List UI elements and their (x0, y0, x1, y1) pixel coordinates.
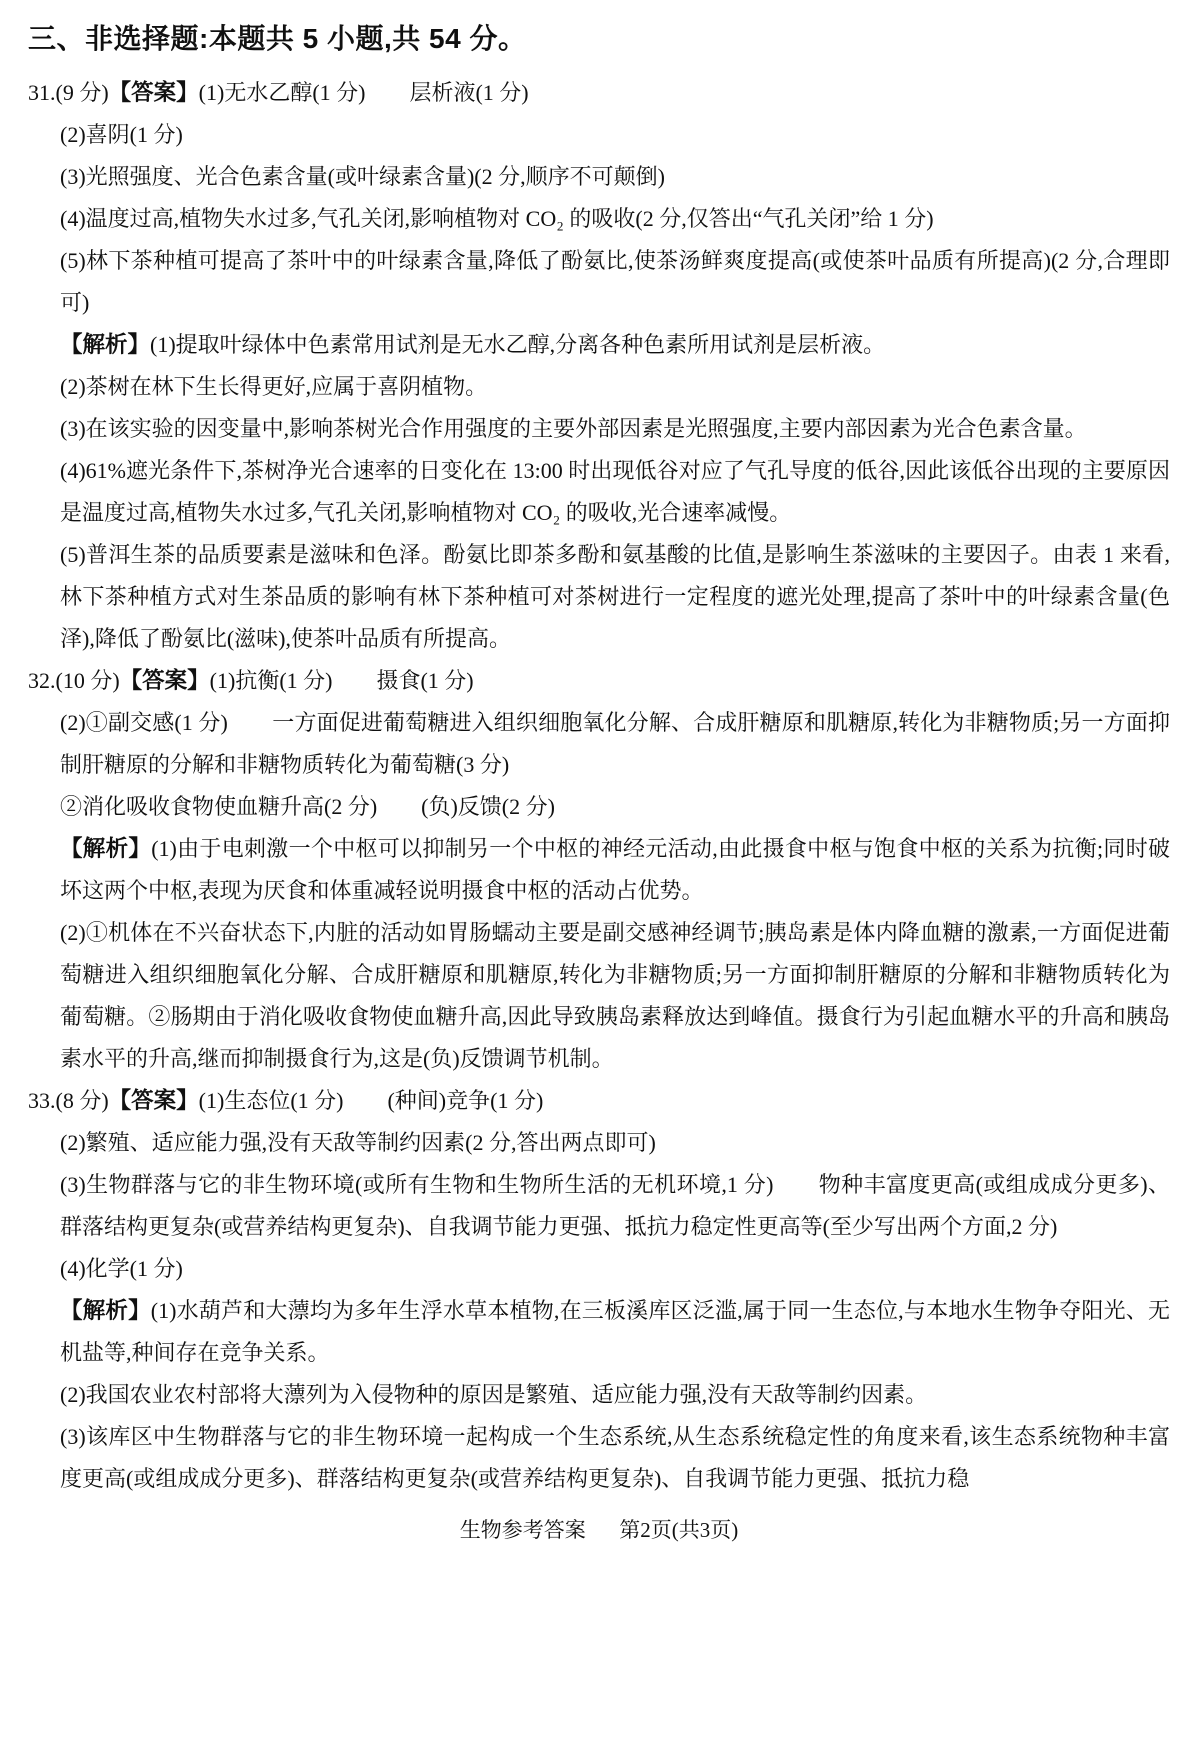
q31-analysis-3: (3)在该实验的因变量中,影响茶树光合作用强度的主要外部因素是光照强度,主要内部因素为光合色素含量。 (60, 416, 1087, 441)
q31-answer-label: 【答案】 (108, 80, 199, 105)
q33-answer-3: (3)生物群落与它的非生物环境(或所有生物和生物所生活的无机环境,1 分) 物种丰富度更高(或组成成分更多)、群落结构更复杂(或营养结构更复杂)、自我调节能力更强、抵抗力稳定性更高等(至少写出两个方面,2 分) (60, 1172, 1170, 1239)
section-header: 三、非选择题:本题共 5 小题,共 54 分。 (28, 23, 527, 54)
q33-answer-label: 【答案】 (108, 1088, 199, 1113)
q31-answer-start-line (28, 72, 1170, 114)
q33-analysis-3: (3)该库区中生物群落与它的非生物环境一起构成一个生态系统,从生态系统稳定性的角度来看,该生态系统物种丰富度更高(或组成成分更多)、群落结构更复杂(或营养结构更复杂)、自我调节能力更强、抵抗力稳 (60, 1424, 1170, 1491)
q31-analysis-start-line (60, 324, 1170, 366)
q32-answer-label: 【答案】 (119, 668, 210, 693)
q31-analysis-2: (2)茶树在林下生长得更好,应属于喜阴植物。 (60, 374, 488, 399)
q33-answer-2: (2)繁殖、适应能力强,没有天敌等制约因素(2 分,答出两点即可) (60, 1130, 656, 1155)
q31-answer-2: (2)喜阴(1 分) (60, 122, 183, 147)
q33-answer-4: (4)化学(1 分) (60, 1256, 183, 1281)
q31-answer-4: (4)温度过高,植物失水过多,气孔关闭,影响植物对 CO₂ 的吸收(2 分,仅答出“气孔关闭”给 1 分) (60, 206, 934, 231)
q31-analysis-1: (1)提取叶绿体中色素常用试剂是无水乙醇,分离各种色素所用试剂是层析液。 (150, 332, 886, 357)
page-footer (28, 1514, 1170, 1546)
q31-answer-1: (1)无水乙醇(1 分) 层析液(1 分) (198, 80, 529, 105)
q33-answer-start-line (28, 1080, 1170, 1122)
q32-answer-2: (2)①副交感(1 分) 一方面促进葡萄糖进入组织细胞氧化分解、合成肝糖原和肌糖原,转化为非糖物质;另一方面抑制肝糖原的分解和非糖物质转化为葡萄糖(3 分) (60, 710, 1170, 777)
q33-analysis-label: 【解析】 (60, 1298, 151, 1323)
q32-analysis-label: 【解析】 (60, 836, 152, 861)
q32-analysis-start-line (60, 828, 1170, 912)
q32-analysis-1: (1)由于电刺激一个中枢可以抑制另一个中枢的神经元活动,由此摄食中枢与饱食中枢的关系为抗衡;同时破坏这两个中枢,表现为厌食和体重减轻说明摄食中枢的活动占优势。 (60, 836, 1170, 903)
q31-answer-5: (5)林下茶种植可提高了茶叶中的叶绿素含量,降低了酚氨比,使茶汤鲜爽度提高(或使茶叶品质有所提高)(2 分,合理即可) (60, 248, 1170, 315)
q32-analysis-2: (2)①机体在不兴奋状态下,内脏的活动如胃肠蠕动主要是副交感神经调节;胰岛素是体内降血糖的激素,一方面促进葡萄糖进入组织细胞氧化分解、合成肝糖原和肌糖原,转化为非糖物质;另一方面抑制肝糖原的分解和非糖物质转化为葡萄糖。②肠期由于消化吸收食物使血糖升高,因此导致胰岛素释放达到峰值。摄食行为引起血糖水平的升高和胰岛素水平的升高,继而抑制摄食行为,这是(负)反馈调节机制。 (60, 920, 1170, 1071)
footer-doc-title: 生物参考答案 (459, 1518, 586, 1542)
q32-answer-3: ②消化吸收食物使血糖升高(2 分) (负)反馈(2 分) (60, 794, 555, 819)
q33-answer-1: (1)生态位(1 分) (种间)竞争(1 分) (198, 1088, 544, 1113)
q31-analysis-label: 【解析】 (60, 332, 151, 357)
q33-question-number: 33.(8 分) (28, 1088, 109, 1113)
q31-analysis-5: (5)普洱生茶的品质要素是滋味和色泽。酚氨比即茶多酚和氨基酸的比值,是影响生茶滋味的主要因子。由表 1 来看,林下茶种植方式对生茶品质的影响有林下茶种植可对茶树进行一定程度的遮光处理,提高了茶叶中的叶绿素含量(色泽),降低了酚氨比(滋味),使茶叶品质有所提高。 (60, 542, 1170, 651)
q31-answer-3: (3)光照强度、光合色素含量(或叶绿素含量)(2 分,顺序不可颠倒) (60, 164, 665, 189)
q32-question-number: 32.(10 分) (28, 668, 120, 693)
q33-analysis-2: (2)我国农业农村部将大薸列为入侵物种的原因是繁殖、适应能力强,没有天敌等制约因素。 (60, 1382, 928, 1407)
q33-analysis-1: (1)水葫芦和大薸均为多年生浮水草本植物,在三板溪库区泛滥,属于同一生态位,与本地水生物争夺阳光、无机盐等,种间存在竞争关系。 (60, 1298, 1170, 1365)
q33-analysis-start-line (60, 1290, 1170, 1374)
q31-question-number: 31.(9 分) (28, 80, 109, 105)
q32-answer-start-line (28, 660, 1170, 702)
q31-analysis-4: (4)61%遮光条件下,茶树净光合速率的日变化在 13:00 时出现低谷对应了气孔导度的低谷,因此该低谷出现的主要原因是温度过高,植物失水过多,气孔关闭,影响植物对 CO₂ 的吸收,光合速率减慢。 (60, 458, 1170, 525)
q32-answer-1: (1)抗衡(1 分) 摄食(1 分) (209, 668, 474, 693)
footer-page-number: 第2页(共3页) (619, 1518, 739, 1542)
